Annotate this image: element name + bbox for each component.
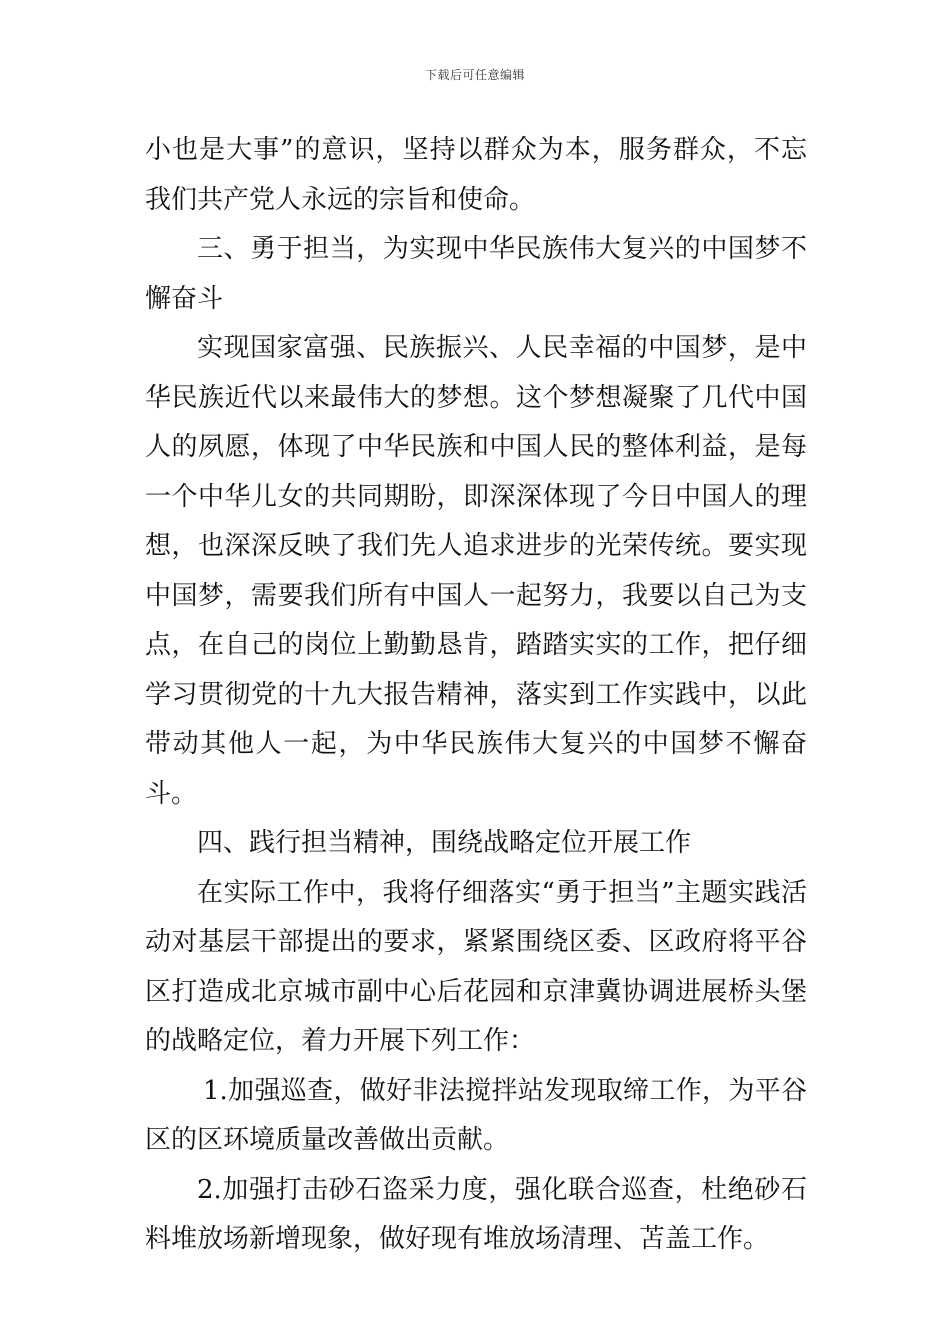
page-header: 下载后可任意编辑	[424, 68, 525, 82]
list-item-2: 2.加强打击砂石盗采力度，强化联合巡查，杜绝砂石料堆放场新增现象，做好现有堆放场清理、苫盖工作。	[145, 1174, 807, 1254]
list-item-1: 1.加强巡查，做好非法搅拌站发现取缔工作，为平谷区的区环境质量改善做出贡献。	[145, 1075, 807, 1155]
section-heading-four: 四、践行担当精神，围绕战略定位开展工作	[197, 828, 692, 858]
paragraph-chinese-dream: 实现国家富强、民族振兴、人民幸福的中国梦，是中华民族近代以来最伟大的梦想。这个梦想凝聚了几代中国人的夙愿，体现了中华民族和中国人民的整体利益，是每一个中华儿女的共同期盼，即深深体现了今日中国人的理想，也深深反映了我们先人追求进步的光荣传统。要实现中国梦，需要我们所有中国人一起努力，我要以自己为支点，在自己的岗位上勤勤恳肯，踏踏实实的工作，把仔细学习贯彻党的十九大报告精神，落实到工作实践中，以此带动其他人一起，为中华民族伟大复兴的中国梦不懈奋斗。	[145, 333, 807, 809]
document-body	[145, 126, 807, 1265]
paragraph-continuation: 小也是大事”的意识，坚持以群众为本，服务群众，不忘我们共产党人永远的宗旨和使命。	[145, 135, 807, 215]
section-heading-three: 三、勇于担当，为实现中华民族伟大复兴的中国梦不懈奋斗	[145, 234, 807, 314]
paragraph-practical-work: 在实际工作中，我将仔细落实“勇于担当”主题实践活动对基层干部提出的要求，紧紧围绕区委、区政府将平谷区打造成北京城市副中心后花园和京津冀协调进展桥头堡的战略定位，着力开展下列工作：	[145, 877, 807, 1056]
